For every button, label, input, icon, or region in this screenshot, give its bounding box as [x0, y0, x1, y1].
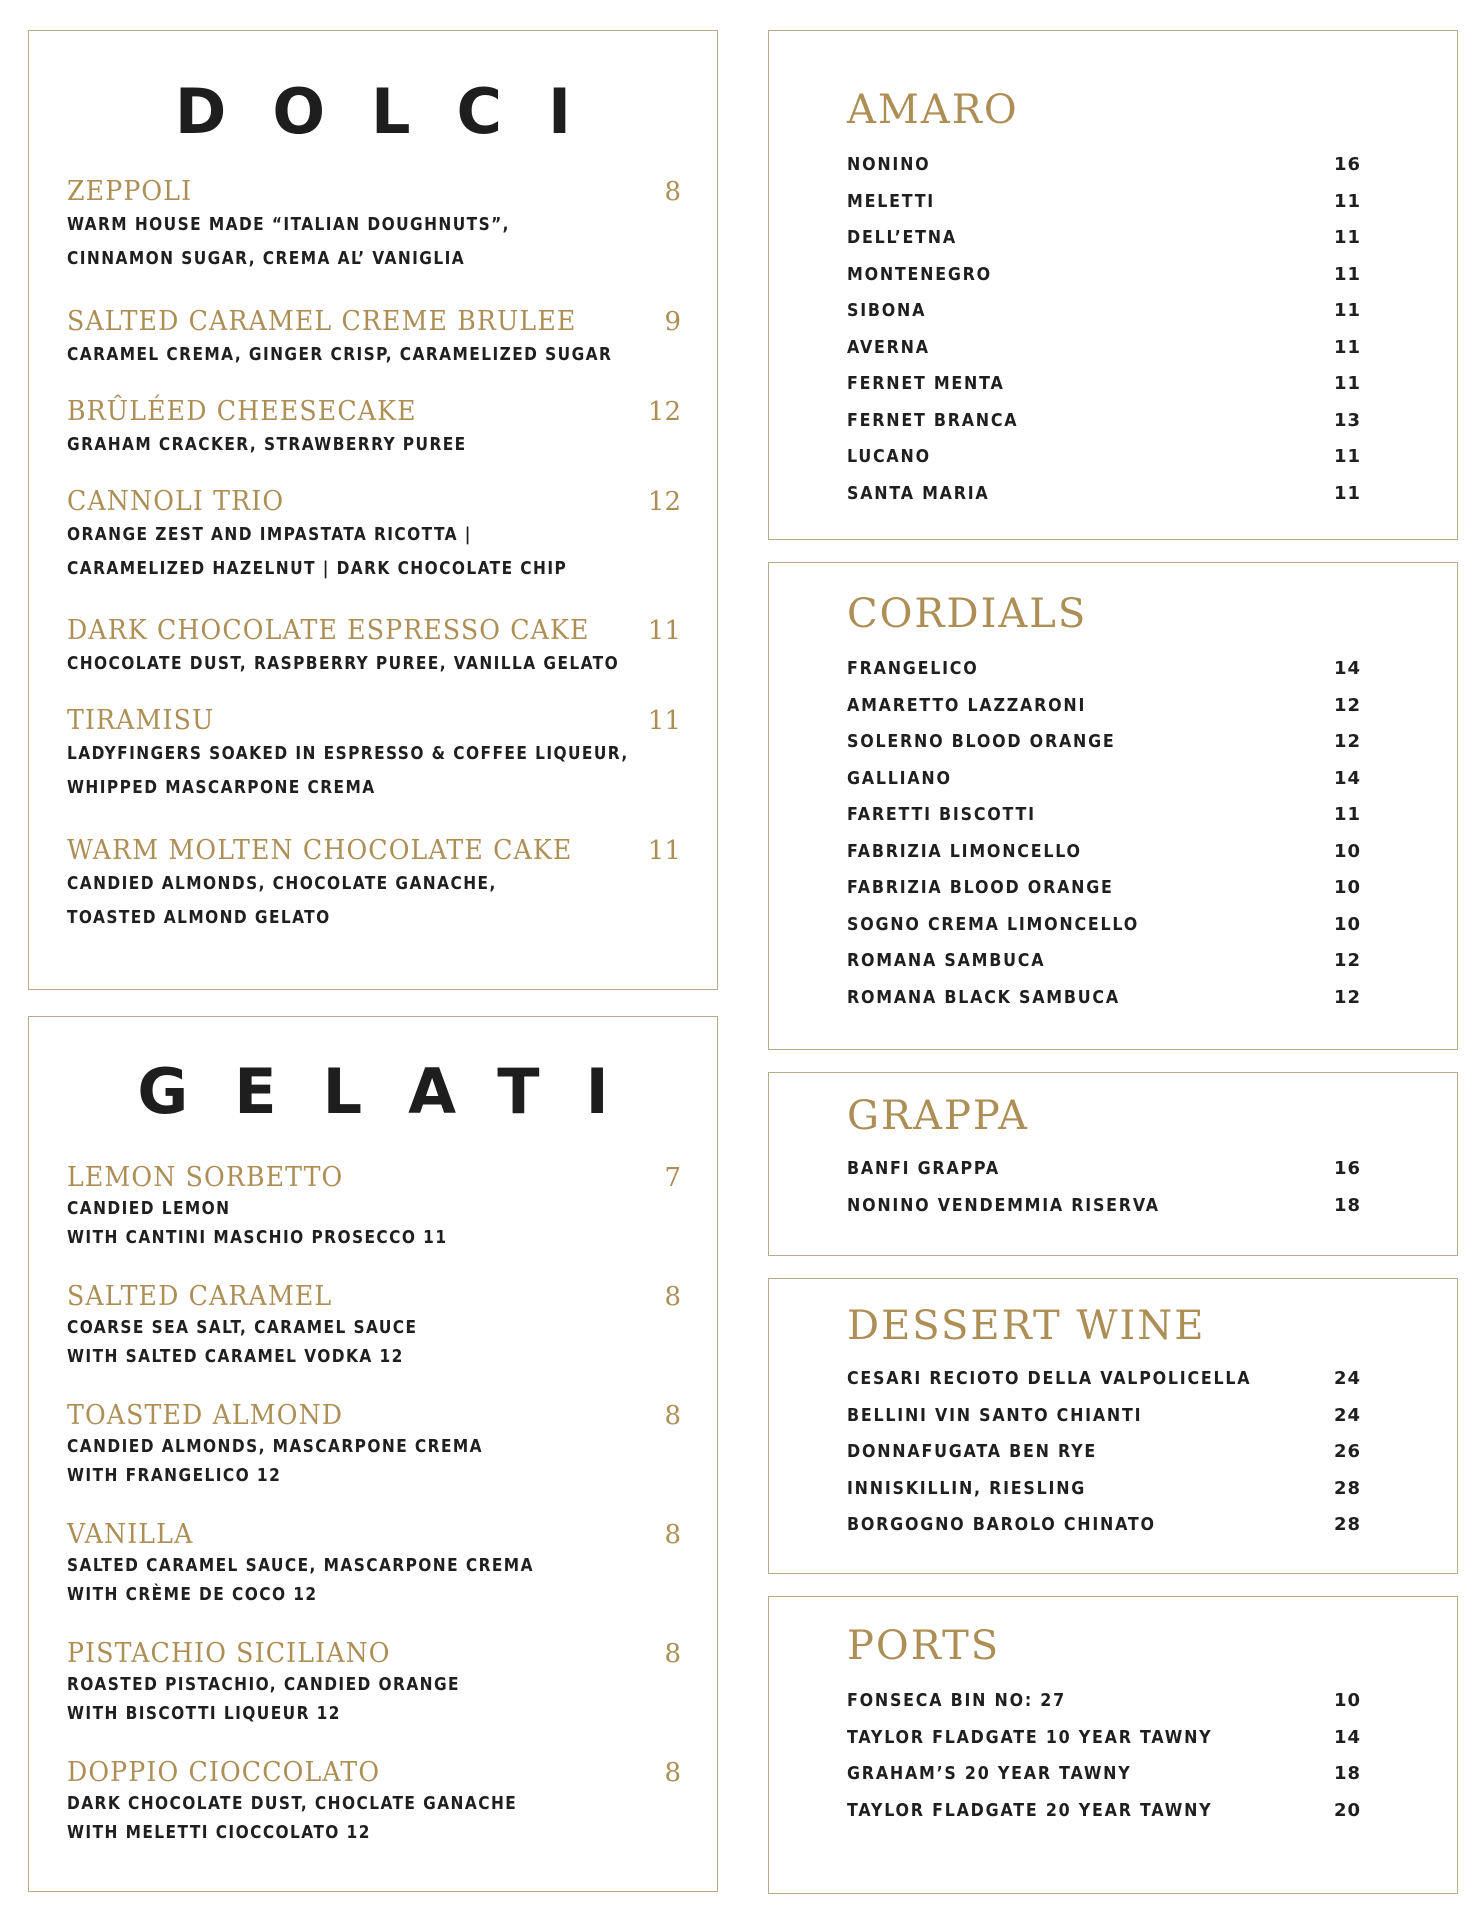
menu-item	[67, 1400, 681, 1490]
menu-item	[67, 1757, 681, 1847]
dessert-wine-title: DESSERT WINE	[847, 1303, 1206, 1349]
list-item	[847, 190, 1361, 227]
list-item	[847, 372, 1361, 409]
list-item	[847, 803, 1361, 840]
item-name: ZEPPOLI	[67, 176, 193, 207]
list-item	[847, 876, 1361, 913]
list-item	[847, 1689, 1361, 1726]
list-item-name: INNISKILLIN, RIESLING	[847, 1477, 1087, 1499]
ports-panel	[768, 1596, 1458, 1894]
gelati-panel	[28, 1016, 718, 1892]
list-item	[847, 694, 1361, 731]
list-item	[847, 445, 1361, 482]
list-item-name: FERNET BRANCA	[847, 409, 1019, 431]
list-item	[847, 1762, 1361, 1799]
list-item-price: 10	[1333, 913, 1361, 935]
list-item-price: 18	[1333, 1194, 1361, 1216]
list-item-price: 13	[1333, 409, 1361, 431]
item-description: WITH FRANGELICO 12	[67, 1465, 282, 1486]
list-item-name: TAYLOR FLADGATE 20 YEAR TAWNY	[847, 1799, 1213, 1821]
grappa-title: GRAPPA	[847, 1093, 1029, 1139]
list-item-price: 14	[1333, 1726, 1361, 1748]
list-item-name: FABRIZIA LIMONCELLO	[847, 840, 1082, 862]
list-item	[847, 1477, 1361, 1514]
item-price: 11	[647, 836, 681, 866]
list-item-name: SANTA MARIA	[847, 482, 990, 504]
item-description: CANDIED LEMON	[67, 1198, 231, 1219]
item-name: LEMON SORBETTO	[67, 1162, 344, 1193]
list-item-name: FABRIZIA BLOOD ORANGE	[847, 877, 1114, 898]
item-description: ORANGE ZEST AND IMPASTATA RICOTTA |	[67, 524, 472, 545]
item-name: DARK CHOCOLATE ESPRESSO CAKE	[67, 615, 590, 646]
list-item-price: 18	[1333, 1763, 1361, 1784]
item-description: ROASTED PISTACHIO, CANDIED ORANGE	[67, 1674, 461, 1695]
item-description: DARK CHOCOLATE DUST, CHOCLATE GANACHE	[67, 1793, 518, 1814]
list-item-price: 11	[1333, 373, 1361, 394]
list-item-price: 24	[1333, 1368, 1361, 1389]
list-item-price: 16	[1333, 154, 1361, 175]
list-item-price: 11	[1333, 482, 1361, 504]
menu-item	[67, 486, 681, 586]
list-item	[847, 1440, 1361, 1477]
gelati-title: GELATI	[137, 1055, 655, 1128]
menu-item	[67, 1162, 681, 1252]
list-item-price: 14	[1333, 658, 1361, 679]
list-item	[847, 263, 1361, 300]
list-item	[847, 1404, 1361, 1441]
item-description: WITH CRÈME DE COCO 12	[67, 1584, 318, 1605]
menu-item	[67, 1281, 681, 1371]
item-description: TOASTED ALMOND GELATO	[67, 907, 331, 928]
item-price: 8	[664, 1639, 681, 1669]
list-item	[847, 409, 1361, 446]
list-item	[847, 657, 1361, 694]
item-name: SALTED CARAMEL CREME BRULEE	[67, 306, 577, 337]
dolci-panel	[28, 30, 718, 990]
dessert-wine-panel	[768, 1278, 1458, 1574]
amaro-list	[847, 153, 1361, 518]
list-item-name: TAYLOR FLADGATE 10 YEAR TAWNY	[847, 1726, 1213, 1748]
list-item-name: NONINO VENDEMMIA RISERVA	[847, 1194, 1160, 1216]
item-description: WARM HOUSE MADE “ITALIAN DOUGHNUTS”,	[67, 214, 510, 235]
list-item-price: 11	[1333, 227, 1361, 248]
item-description: WITH BISCOTTI LIQUEUR 12	[67, 1703, 341, 1724]
list-item	[847, 986, 1361, 1023]
list-item	[847, 299, 1361, 336]
item-price: 11	[647, 706, 681, 736]
list-item-price: 10	[1333, 877, 1361, 898]
list-item-name: NONINO	[847, 154, 931, 175]
item-name: SALTED CARAMEL	[67, 1281, 333, 1312]
menu-item	[67, 835, 681, 935]
item-description: CARAMELIZED HAZELNUT | DARK CHOCOLATE CHIP	[67, 558, 568, 579]
item-description: LADYFINGERS SOAKED IN ESPRESSO & COFFEE LIQUEUR,	[67, 743, 629, 764]
ports-list	[847, 1689, 1361, 1835]
list-item	[847, 1726, 1361, 1763]
list-item-price: 11	[1333, 336, 1361, 358]
list-item-price: 14	[1333, 767, 1361, 789]
list-item-name: GALLIANO	[847, 767, 952, 789]
list-item	[847, 767, 1361, 804]
item-description: CHOCOLATE DUST, RASPBERRY PUREE, VANILLA GELATO	[67, 653, 620, 674]
list-item-name: GRAHAM’S 20 YEAR TAWNY	[847, 1763, 1132, 1784]
list-item-name: MELETTI	[847, 190, 935, 212]
list-item-price: 10	[1333, 840, 1361, 862]
menu-item	[67, 396, 681, 462]
ports-title: PORTS	[847, 1623, 1001, 1669]
list-item-name: DONNAFUGATA BEN RYE	[847, 1441, 1098, 1462]
list-item-name: FRANGELICO	[847, 658, 979, 679]
item-description: CINNAMON SUGAR, CREMA AL’ VANIGLIA	[67, 248, 466, 269]
list-item-price: 11	[1333, 300, 1361, 321]
list-item-price: 26	[1333, 1441, 1361, 1462]
item-name: DOPPIO CIOCCOLATO	[67, 1757, 381, 1788]
menu-item	[67, 1519, 681, 1609]
item-price: 8	[664, 1282, 681, 1312]
item-price: 8	[664, 1401, 681, 1431]
item-description: CANDIED ALMONDS, CHOCOLATE GANACHE,	[67, 873, 497, 894]
item-description: WITH SALTED CARAMEL VODKA 12	[67, 1346, 404, 1367]
list-item	[847, 1194, 1361, 1231]
list-item-name: BELLINI VIN SANTO CHIANTI	[847, 1404, 1143, 1426]
item-price: 12	[647, 487, 681, 517]
grappa-panel	[768, 1072, 1458, 1256]
list-item-name: ROMANA BLACK SAMBUCA	[847, 986, 1120, 1008]
list-item-name: CESARI RECIOTO DELLA VALPOLICELLA	[847, 1368, 1252, 1389]
amaro-title: AMARO	[847, 87, 1019, 133]
cordials-title: CORDIALS	[847, 591, 1088, 637]
list-item-price: 11	[1333, 263, 1361, 285]
list-item-name: LUCANO	[847, 446, 931, 467]
dolci-title: DOLCI	[174, 75, 618, 148]
item-name: TIRAMISU	[67, 705, 215, 736]
item-description: WITH MELETTI CIOCCOLATO 12	[67, 1822, 371, 1843]
list-item-name: SIBONA	[847, 300, 927, 321]
list-item-price: 12	[1333, 950, 1361, 971]
list-item-name: AMARETTO LAZZARONI	[847, 694, 1087, 716]
list-item	[847, 1799, 1361, 1836]
amaro-panel	[768, 30, 1458, 540]
list-item	[847, 336, 1361, 373]
item-description: WHIPPED MASCARPONE CREMA	[67, 777, 376, 798]
item-price: 8	[664, 1520, 681, 1550]
dessert-wine-list	[847, 1367, 1361, 1550]
list-item-name: BORGOGNO BAROLO CHINATO	[847, 1514, 1156, 1535]
item-name: TOASTED ALMOND	[67, 1400, 344, 1431]
cordials-list	[847, 657, 1361, 1022]
list-item-price: 11	[1333, 804, 1361, 825]
list-item-name: FONSECA BIN NO: 27	[847, 1690, 1066, 1711]
list-item-name: SOGNO CREMA LIMONCELLO	[847, 913, 1140, 935]
list-item-price: 20	[1333, 1799, 1361, 1821]
list-item-price: 12	[1333, 731, 1361, 752]
list-item	[847, 730, 1361, 767]
list-item-price: 24	[1333, 1404, 1361, 1426]
list-item-name: DELL’ETNA	[847, 227, 957, 248]
menu-item	[67, 615, 681, 681]
menu-item	[67, 705, 681, 805]
item-name: PISTACHIO SICILIANO	[67, 1638, 391, 1669]
list-item	[847, 1157, 1361, 1194]
list-item	[847, 1513, 1361, 1550]
list-item-name: ROMANA SAMBUCA	[847, 950, 1046, 971]
item-name: WARM MOLTEN CHOCOLATE CAKE	[67, 835, 573, 866]
list-item-name: SOLERNO BLOOD ORANGE	[847, 731, 1116, 752]
item-description: COARSE SEA SALT, CARAMEL SAUCE	[67, 1317, 418, 1338]
list-item-name: MONTENEGRO	[847, 263, 992, 285]
item-description: CARAMEL CREMA, GINGER CRISP, CARAMELIZED SUGAR	[67, 344, 613, 365]
list-item-name: FARETTI BISCOTTI	[847, 804, 1036, 825]
list-item	[847, 482, 1361, 519]
item-name: BRÛLÉED CHEESECAKE	[67, 396, 417, 427]
list-item-price: 11	[1333, 190, 1361, 212]
item-price: 8	[664, 1758, 681, 1788]
list-item-price: 12	[1333, 986, 1361, 1008]
item-name: VANILLA	[67, 1519, 194, 1550]
list-item	[847, 1367, 1361, 1404]
list-item-name: FERNET MENTA	[847, 373, 1005, 394]
list-item-name: BANFI GRAPPA	[847, 1158, 1000, 1179]
menu-item	[67, 1638, 681, 1728]
list-item-price: 10	[1333, 1690, 1361, 1711]
menu-item	[67, 306, 681, 372]
list-item	[847, 840, 1361, 877]
item-description: CANDIED ALMONDS, MASCARPONE CREMA	[67, 1436, 484, 1457]
item-price: 12	[647, 397, 681, 427]
list-item-price: 28	[1333, 1514, 1361, 1535]
list-item-price: 16	[1333, 1158, 1361, 1179]
list-item-price: 11	[1333, 446, 1361, 467]
item-description: WITH CANTINI MASCHIO PROSECCO 11	[67, 1227, 448, 1248]
list-item	[847, 226, 1361, 263]
menu-item	[67, 176, 681, 276]
item-description: GRAHAM CRACKER, STRAWBERRY PUREE	[67, 434, 467, 455]
item-price: 8	[664, 177, 681, 207]
item-price: 11	[647, 616, 681, 646]
list-item	[847, 913, 1361, 950]
list-item	[847, 949, 1361, 986]
list-item-name: AVERNA	[847, 336, 930, 358]
item-description: SALTED CARAMEL SAUCE, MASCARPONE CREMA	[67, 1555, 534, 1576]
list-item-price: 28	[1333, 1477, 1361, 1499]
item-price: 7	[664, 1163, 681, 1193]
list-item	[847, 153, 1361, 190]
list-item-price: 12	[1333, 694, 1361, 716]
item-name: CANNOLI TRIO	[67, 486, 285, 517]
cordials-panel	[768, 562, 1458, 1050]
grappa-list	[847, 1157, 1361, 1230]
item-price: 9	[664, 307, 681, 337]
